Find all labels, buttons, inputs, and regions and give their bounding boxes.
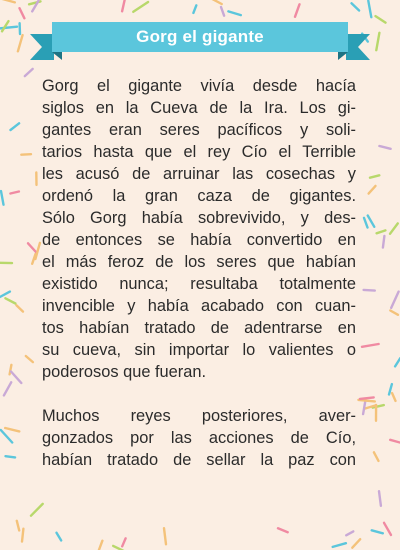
confetti-dash [22, 529, 23, 542]
confetti-dash [0, 27, 17, 29]
confetti-dash [369, 186, 376, 194]
text-line: habían tratado de sellar la paz con [42, 451, 356, 469]
confetti-dash [31, 504, 43, 516]
text-line: tos habían tratado de adentrarse en [42, 319, 356, 337]
confetti-dash [352, 539, 360, 548]
confetti-dash [28, 243, 36, 252]
confetti-dash [11, 372, 21, 384]
banner-tail-left [30, 34, 54, 60]
confetti-dash [221, 7, 224, 16]
confetti-dash [122, 538, 125, 546]
confetti-dash [390, 223, 398, 233]
text-line: tarios hasta que el rey Cío el Terrible [42, 143, 356, 161]
confetti-dash [368, 1, 371, 17]
title-banner [30, 22, 370, 60]
text-line: Gorg el gigante vivía desde hacía [42, 77, 356, 95]
confetti-dash [6, 456, 16, 457]
confetti-dash [395, 358, 400, 366]
confetti-dash [370, 175, 379, 177]
confetti-dash [99, 541, 103, 550]
confetti-dash [25, 69, 33, 76]
confetti-dash [11, 123, 20, 130]
banner-ribbon [52, 22, 348, 52]
confetti-dash [16, 305, 23, 311]
banner-fold-left [52, 52, 62, 60]
confetti-dash [1, 191, 4, 205]
confetti-dash [333, 543, 346, 547]
confetti-dash [384, 523, 391, 535]
text-line: de entonces se había convertido en [42, 231, 356, 249]
text-line: Sólo Gorg había sobrevivido, y des- [42, 209, 356, 227]
text-line: existido nunca; resultaba totalmente [42, 275, 356, 293]
text-line: siglos en la Cueva de la Ira. Los gi- [42, 99, 356, 117]
confetti-dash [392, 393, 395, 401]
text-line: gonzados por las acciones de Cío, [42, 429, 356, 447]
confetti-dash [113, 546, 126, 550]
confetti-dash [278, 528, 288, 532]
confetti-dash [390, 440, 400, 443]
story-text [42, 75, 356, 493]
confetti-dash [390, 311, 398, 315]
confetti-dash [377, 230, 386, 233]
confetti-dash [383, 236, 385, 248]
confetti-dash [20, 8, 25, 18]
confetti-dash [5, 298, 15, 303]
confetti-dash [4, 382, 11, 395]
text-line: ordenó la gran caza de gigantes. [42, 187, 356, 205]
confetti-dash [164, 528, 166, 544]
confetti-dash [21, 154, 31, 155]
text-line: poderosos que fueran. [42, 363, 207, 381]
text-line: les acusó de arruinar las cosechas y [42, 165, 356, 183]
confetti-dash [122, 0, 125, 11]
confetti-dash [228, 11, 240, 15]
confetti-dash [133, 2, 148, 12]
text-line: el más feroz de los seres que habían [42, 253, 356, 271]
confetti-dash [376, 33, 379, 50]
text-line: su cueva, sin importar lo valientes o [42, 341, 356, 359]
confetti-dash [379, 146, 390, 149]
page-title: Gorg el gigante [136, 27, 264, 46]
confetti-dash [379, 491, 381, 506]
confetti-dash [372, 530, 383, 533]
confetti-dash [1, 430, 12, 443]
paragraph-2 [42, 405, 356, 471]
banner-fold-right [338, 52, 348, 60]
confetti-dash [57, 533, 62, 541]
text-line: Muchos reyes posteriores, aver- [42, 407, 356, 425]
confetti-dash [368, 216, 375, 227]
confetti-dash [295, 4, 300, 16]
confetti-dash [358, 400, 374, 402]
text-line: invencible y había acabado con cuan- [42, 297, 356, 315]
text-line: gantes eran seres pacíficos y soli- [42, 121, 356, 139]
confetti-dash [364, 290, 375, 291]
confetti-dash [364, 218, 368, 228]
confetti-dash [363, 402, 365, 414]
confetti-dash [362, 344, 379, 347]
confetti-dash [10, 192, 19, 194]
confetti-dash [17, 521, 19, 531]
paragraph-1 [42, 75, 356, 383]
confetti-dash [211, 0, 222, 4]
confetti-dash [360, 397, 374, 399]
confetti-dash [391, 292, 398, 308]
confetti-dash [193, 5, 196, 12]
confetti-dash [376, 16, 386, 23]
confetti-dash [26, 356, 33, 362]
confetti-dash [1, 0, 15, 2]
confetti-dash [352, 3, 360, 10]
confetti-dash [2, 21, 9, 31]
confetti-dash [5, 428, 19, 431]
confetti-dash [18, 35, 23, 51]
confetti-dash [346, 531, 353, 535]
confetti-dash [374, 452, 379, 461]
banner-tail-right [346, 34, 370, 60]
